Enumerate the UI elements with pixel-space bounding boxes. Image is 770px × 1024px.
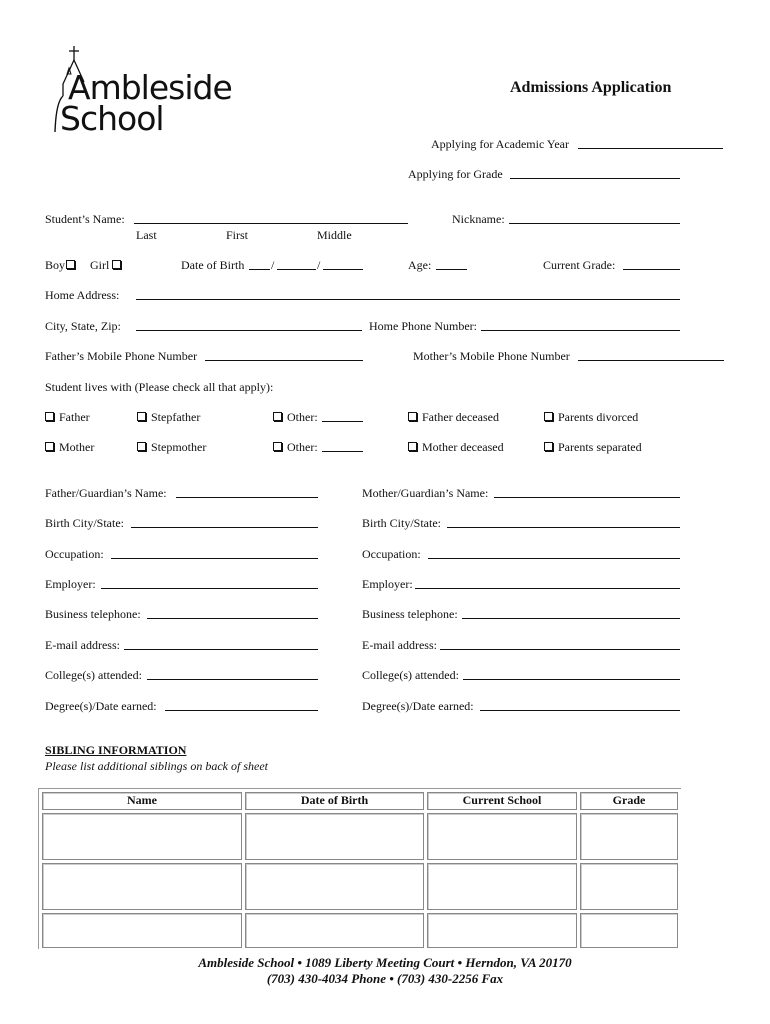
- sibling-2-school-cell[interactable]: [427, 863, 577, 910]
- sibling-3-dob-cell[interactable]: [245, 913, 424, 948]
- column-header-date-of-birth: [245, 792, 424, 810]
- father-employer-label: Employer:: [45, 577, 96, 591]
- mother-degree-label: Degree(s)/Date earned:: [362, 699, 474, 713]
- father-occupation-field[interactable]: [111, 558, 318, 559]
- dob-separator-2: /: [317, 258, 321, 272]
- sibling-info-heading: SIBLING INFORMATION: [45, 743, 187, 757]
- mother-deceased-checkbox[interactable]: [408, 442, 417, 451]
- mother-business-telephone-label: Business telephone:: [362, 607, 458, 621]
- father-college-label: College(s) attended:: [45, 668, 142, 682]
- column-header-label: Current School: [462, 793, 542, 807]
- footer-address: Ambleside School • 1089 Liberty Meeting Court • Herndon, VA 20170: [198, 955, 572, 970]
- current-grade-field[interactable]: [623, 269, 680, 270]
- father-birth-city-label: Birth City/State:: [45, 516, 125, 530]
- mother-employer-field[interactable]: [415, 588, 680, 589]
- home-phone-label: Home Phone Number:: [369, 319, 477, 333]
- sibling-2-name-cell[interactable]: [42, 863, 242, 910]
- sibling-table: [38, 788, 681, 949]
- option-label: Mother deceased: [422, 440, 504, 454]
- dob-separator-1: /: [271, 258, 275, 272]
- current-grade-label: Current Grade:: [543, 258, 616, 272]
- applying-grade-label: Applying for Grade: [408, 167, 503, 181]
- sibling-2-dob-cell[interactable]: [245, 863, 424, 910]
- father-checkbox[interactable]: [45, 412, 54, 421]
- name-part-last: Last: [136, 228, 157, 242]
- father-mobile-field[interactable]: [205, 360, 363, 361]
- option-label: Father: [59, 410, 90, 424]
- option-label: Other:: [287, 410, 318, 424]
- father-deceased-option[interactable]: [408, 410, 499, 424]
- lives-with-label: Student lives with (Please check all that apply):: [45, 380, 274, 394]
- mother-business-telephone-field[interactable]: [462, 618, 680, 619]
- home-address-label: Home Address:: [45, 288, 120, 302]
- applying-year-field[interactable]: [578, 148, 723, 149]
- lives-with-other-option-1[interactable]: [273, 410, 318, 424]
- mother-guardian-name-field[interactable]: [494, 497, 680, 498]
- column-header-grade: [580, 792, 678, 810]
- stepmother-checkbox[interactable]: [137, 442, 146, 451]
- sibling-1-school-cell[interactable]: [427, 813, 577, 860]
- girl-option[interactable]: [90, 258, 126, 272]
- age-label: Age:: [408, 258, 432, 272]
- mother-mobile-field[interactable]: [578, 360, 724, 361]
- mother-birth-city-label: Birth City/State:: [362, 516, 442, 530]
- sibling-3-grade-cell[interactable]: [580, 913, 678, 948]
- dob-label: Date of Birth: [181, 258, 245, 272]
- father-occupation-label: Occupation:: [45, 547, 104, 561]
- city-state-zip-label: City, State, Zip:: [45, 319, 121, 333]
- father-guardian-name-label: Father/Guardian’s Name:: [45, 486, 167, 500]
- sibling-3-name-cell[interactable]: [42, 913, 242, 948]
- column-header-label: Date of Birth: [300, 793, 369, 807]
- nickname-label: Nickname:: [452, 212, 505, 226]
- girl-checkbox[interactable]: [112, 260, 121, 269]
- column-header-current-school: [427, 792, 577, 810]
- other-checkbox-2[interactable]: [273, 442, 282, 451]
- father-birth-city-field[interactable]: [131, 527, 318, 528]
- stepfather-checkbox[interactable]: [137, 412, 146, 421]
- column-header-name: [42, 792, 242, 810]
- father-email-label: E-mail address:: [45, 638, 120, 652]
- applying-year-label: Applying for Academic Year: [431, 137, 569, 151]
- boy-label: Boy: [45, 258, 66, 272]
- page-title: Admissions Application: [510, 79, 672, 96]
- mother-email-label: E-mail address:: [362, 638, 437, 652]
- father-mobile-label: Father’s Mobile Phone Number: [45, 349, 198, 363]
- lives-with-stepmother-option[interactable]: [137, 440, 206, 454]
- mother-deceased-option[interactable]: [408, 440, 504, 454]
- dob-day-field[interactable]: [277, 269, 316, 270]
- father-business-telephone-label: Business telephone:: [45, 607, 141, 621]
- sibling-1-grade-cell[interactable]: [580, 813, 678, 860]
- option-label: Stepfather: [151, 410, 201, 424]
- home-phone-field[interactable]: [481, 330, 680, 331]
- logo-text-school: School: [60, 99, 164, 138]
- sibling-1-name-cell[interactable]: [42, 813, 242, 860]
- lives-with-other-option-2[interactable]: [273, 440, 318, 454]
- column-header-label: Name: [127, 793, 157, 807]
- parents-separated-checkbox[interactable]: [544, 442, 553, 451]
- student-name-label: Student’s Name:: [45, 212, 125, 226]
- applying-grade-field[interactable]: [510, 178, 680, 179]
- logo-text-ambleside: Ambleside: [68, 68, 232, 107]
- parents-divorced-checkbox[interactable]: [544, 412, 553, 421]
- father-guardian-name-field[interactable]: [176, 497, 318, 498]
- lives-with-mother-option[interactable]: [45, 440, 94, 454]
- option-label: Stepmother: [151, 440, 207, 454]
- column-header-label: Grade: [612, 793, 646, 807]
- mother-mobile-label: Mother’s Mobile Phone Number: [413, 349, 570, 363]
- mother-college-label: College(s) attended:: [362, 668, 459, 682]
- city-state-zip-field[interactable]: [136, 330, 362, 331]
- father-deceased-checkbox[interactable]: [408, 412, 417, 421]
- father-business-telephone-field[interactable]: [147, 618, 318, 619]
- parents-divorced-option[interactable]: [544, 410, 638, 424]
- mother-occupation-label: Occupation:: [362, 547, 421, 561]
- mother-email-field[interactable]: [440, 649, 680, 650]
- parents-separated-option[interactable]: [544, 440, 642, 454]
- sibling-1-dob-cell[interactable]: [245, 813, 424, 860]
- boy-option[interactable]: [45, 258, 80, 272]
- age-field[interactable]: [436, 269, 467, 270]
- dob-year-field[interactable]: [323, 269, 363, 270]
- father-degree-field[interactable]: [165, 710, 318, 711]
- father-degree-label: Degree(s)/Date earned:: [45, 699, 157, 713]
- father-college-field[interactable]: [147, 679, 318, 680]
- mother-guardian-name-label: Mother/Guardian’s Name:: [362, 486, 489, 500]
- student-name-field[interactable]: [134, 223, 408, 224]
- boy-checkbox[interactable]: [66, 260, 75, 269]
- mother-occupation-field[interactable]: [428, 558, 680, 559]
- mother-checkbox[interactable]: [45, 442, 54, 451]
- sibling-3-school-cell[interactable]: [427, 913, 577, 948]
- mother-college-field[interactable]: [463, 679, 680, 680]
- option-label: Other:: [287, 440, 318, 454]
- other-checkbox-1[interactable]: [273, 412, 282, 421]
- lives-with-stepfather-option[interactable]: [137, 410, 200, 424]
- nickname-field[interactable]: [509, 223, 680, 224]
- other-field-2[interactable]: [322, 451, 363, 452]
- girl-label: Girl: [90, 258, 110, 272]
- sibling-info-note: Please list additional siblings on back of sheet: [45, 759, 268, 773]
- footer-phone-fax: (703) 430-4034 Phone • (703) 430-2256 Fax: [266, 971, 504, 986]
- sibling-2-grade-cell[interactable]: [580, 863, 678, 910]
- home-address-field[interactable]: [136, 299, 680, 300]
- father-employer-field[interactable]: [101, 588, 318, 589]
- option-label: Parents separated: [558, 440, 642, 454]
- option-label: Father deceased: [422, 410, 499, 424]
- mother-degree-field[interactable]: [480, 710, 680, 711]
- father-email-field[interactable]: [124, 649, 318, 650]
- other-field-1[interactable]: [322, 421, 363, 422]
- option-label: Parents divorced: [558, 410, 639, 424]
- lives-with-father-option[interactable]: [45, 410, 90, 424]
- dob-month-field[interactable]: [249, 269, 270, 270]
- name-part-middle: Middle: [317, 228, 352, 242]
- mother-employer-label: Employer:: [362, 577, 413, 591]
- option-label: Mother: [59, 440, 95, 454]
- mother-birth-city-field[interactable]: [447, 527, 680, 528]
- name-part-first: First: [226, 228, 249, 242]
